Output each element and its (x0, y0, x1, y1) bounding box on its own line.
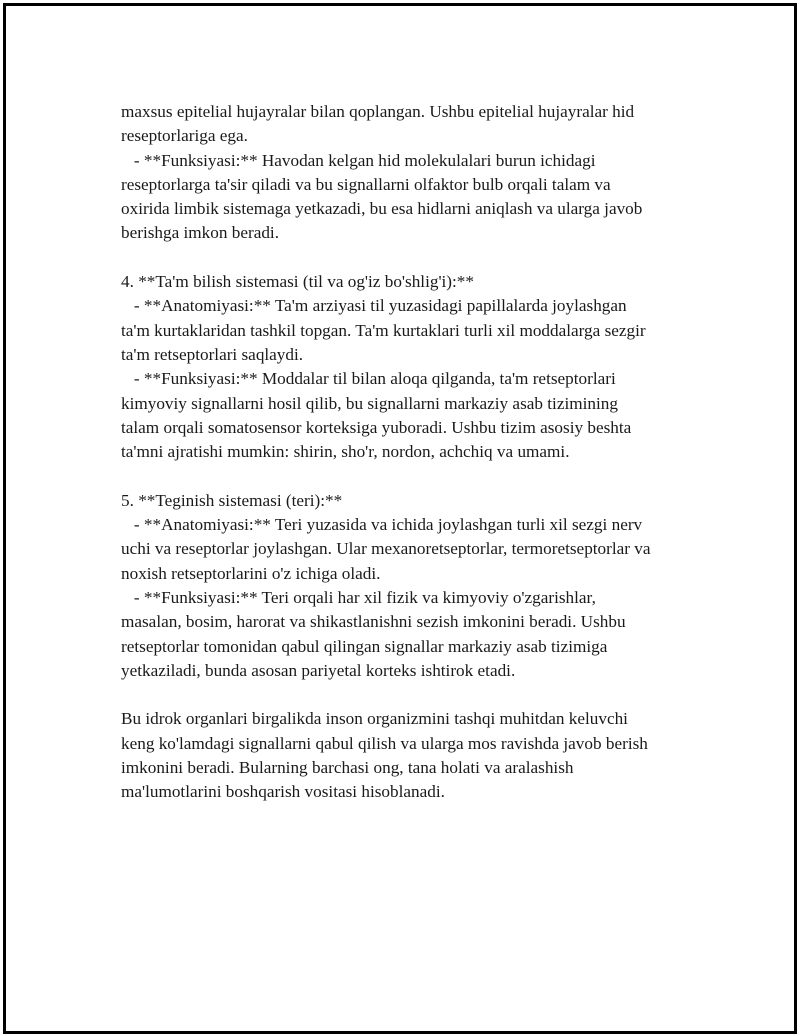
paragraph-gap (121, 683, 701, 707)
text-line: keng ko'lamdagi signallarni qabul qilish va ularga mos ravishda javob berish (121, 733, 648, 753)
document-body (121, 100, 701, 805)
text-line: - **Funksiyasi:** Teri orqali har xil fizik va kimyoviy o'zgarishlar, (121, 587, 596, 607)
text-line: ta'm retseptorlari saqlaydi. (121, 344, 304, 364)
paragraph-gap (121, 464, 701, 488)
text-line: imkonini beradi. Bularning barchasi ong, tana holati va aralashish (121, 758, 574, 778)
text-line: - **Anatomiyasi:** Teri yuzasida va ichida joylashgan turli xil sezgi nerv (121, 515, 643, 535)
text-line: oxirida limbik sistemaga yetkazadi, bu esa hidlarni aniqlash va ularga javob (121, 199, 643, 219)
text-line: talam orqali somatosensor korteksiga yuboradi. Ushbu tizim asosiy beshta (121, 417, 632, 437)
section-heading: 4. **Ta'm bilish sistemasi (til va og'iz bo'shlig'i):** (121, 272, 474, 292)
text-line: - **Funksiyasi:** Havodan kelgan hid molekulalari burun ichidagi (121, 150, 596, 170)
text-line: reseptorlarga ta'sir qiladi va bu signallarni olfaktor bulb orqali talam va (121, 174, 611, 194)
section-heading: 5. **Teginish sistemasi (teri):** (121, 490, 343, 510)
text-line: kimyoviy signallarni hosil qilib, bu signallarni markaziy asab tizimining (121, 393, 618, 413)
paragraph-gap (121, 246, 701, 270)
text-line: yetkaziladi, bunda asosan pariyetal korteks ishtirok etadi. (121, 660, 516, 680)
text-line: ta'mni ajratishi mumkin: shirin, sho'r, nordon, achchiq va umami. (121, 442, 570, 462)
text-line: noxish retseptorlarini o'z ichiga oladi. (121, 563, 381, 583)
text-line: - **Funksiyasi:** Moddalar til bilan aloqa qilganda, ta'm retseptorlari (121, 369, 616, 389)
text-line: ta'm kurtaklaridan tashkil topgan. Ta'm kurtaklari turli xil moddalarga sezgir (121, 320, 646, 340)
text-line: reseptorlariga ega. (121, 126, 248, 146)
text-line: retseptorlar tomonidan qabul qilingan signallar markaziy asab tizimiga (121, 636, 608, 656)
text-line: maxsus epitelial hujayralar bilan qoplangan. Ushbu epitelial hujayralar hid (121, 102, 635, 121)
text-line: berishga imkon beradi. (121, 223, 279, 243)
text-line: masalan, bosim, harorat va shikastlanishni sezish imkonini beradi. Ushbu (121, 612, 626, 632)
text-line: Bu idrok organlari birgalikda inson organizmini tashqi muhitdan keluvchi (121, 709, 628, 729)
text-line: uchi va reseptorlar joylashgan. Ular mexanoretseptorlar, termoretseptorlar va (121, 539, 651, 559)
text-line: ma'lumotlarini boshqarish vositasi hisoblanadi. (121, 782, 445, 802)
page-frame (3, 3, 797, 1034)
text-line: - **Anatomiyasi:** Ta'm arziyasi til yuzasidagi papillalarda joylashgan (121, 296, 627, 316)
